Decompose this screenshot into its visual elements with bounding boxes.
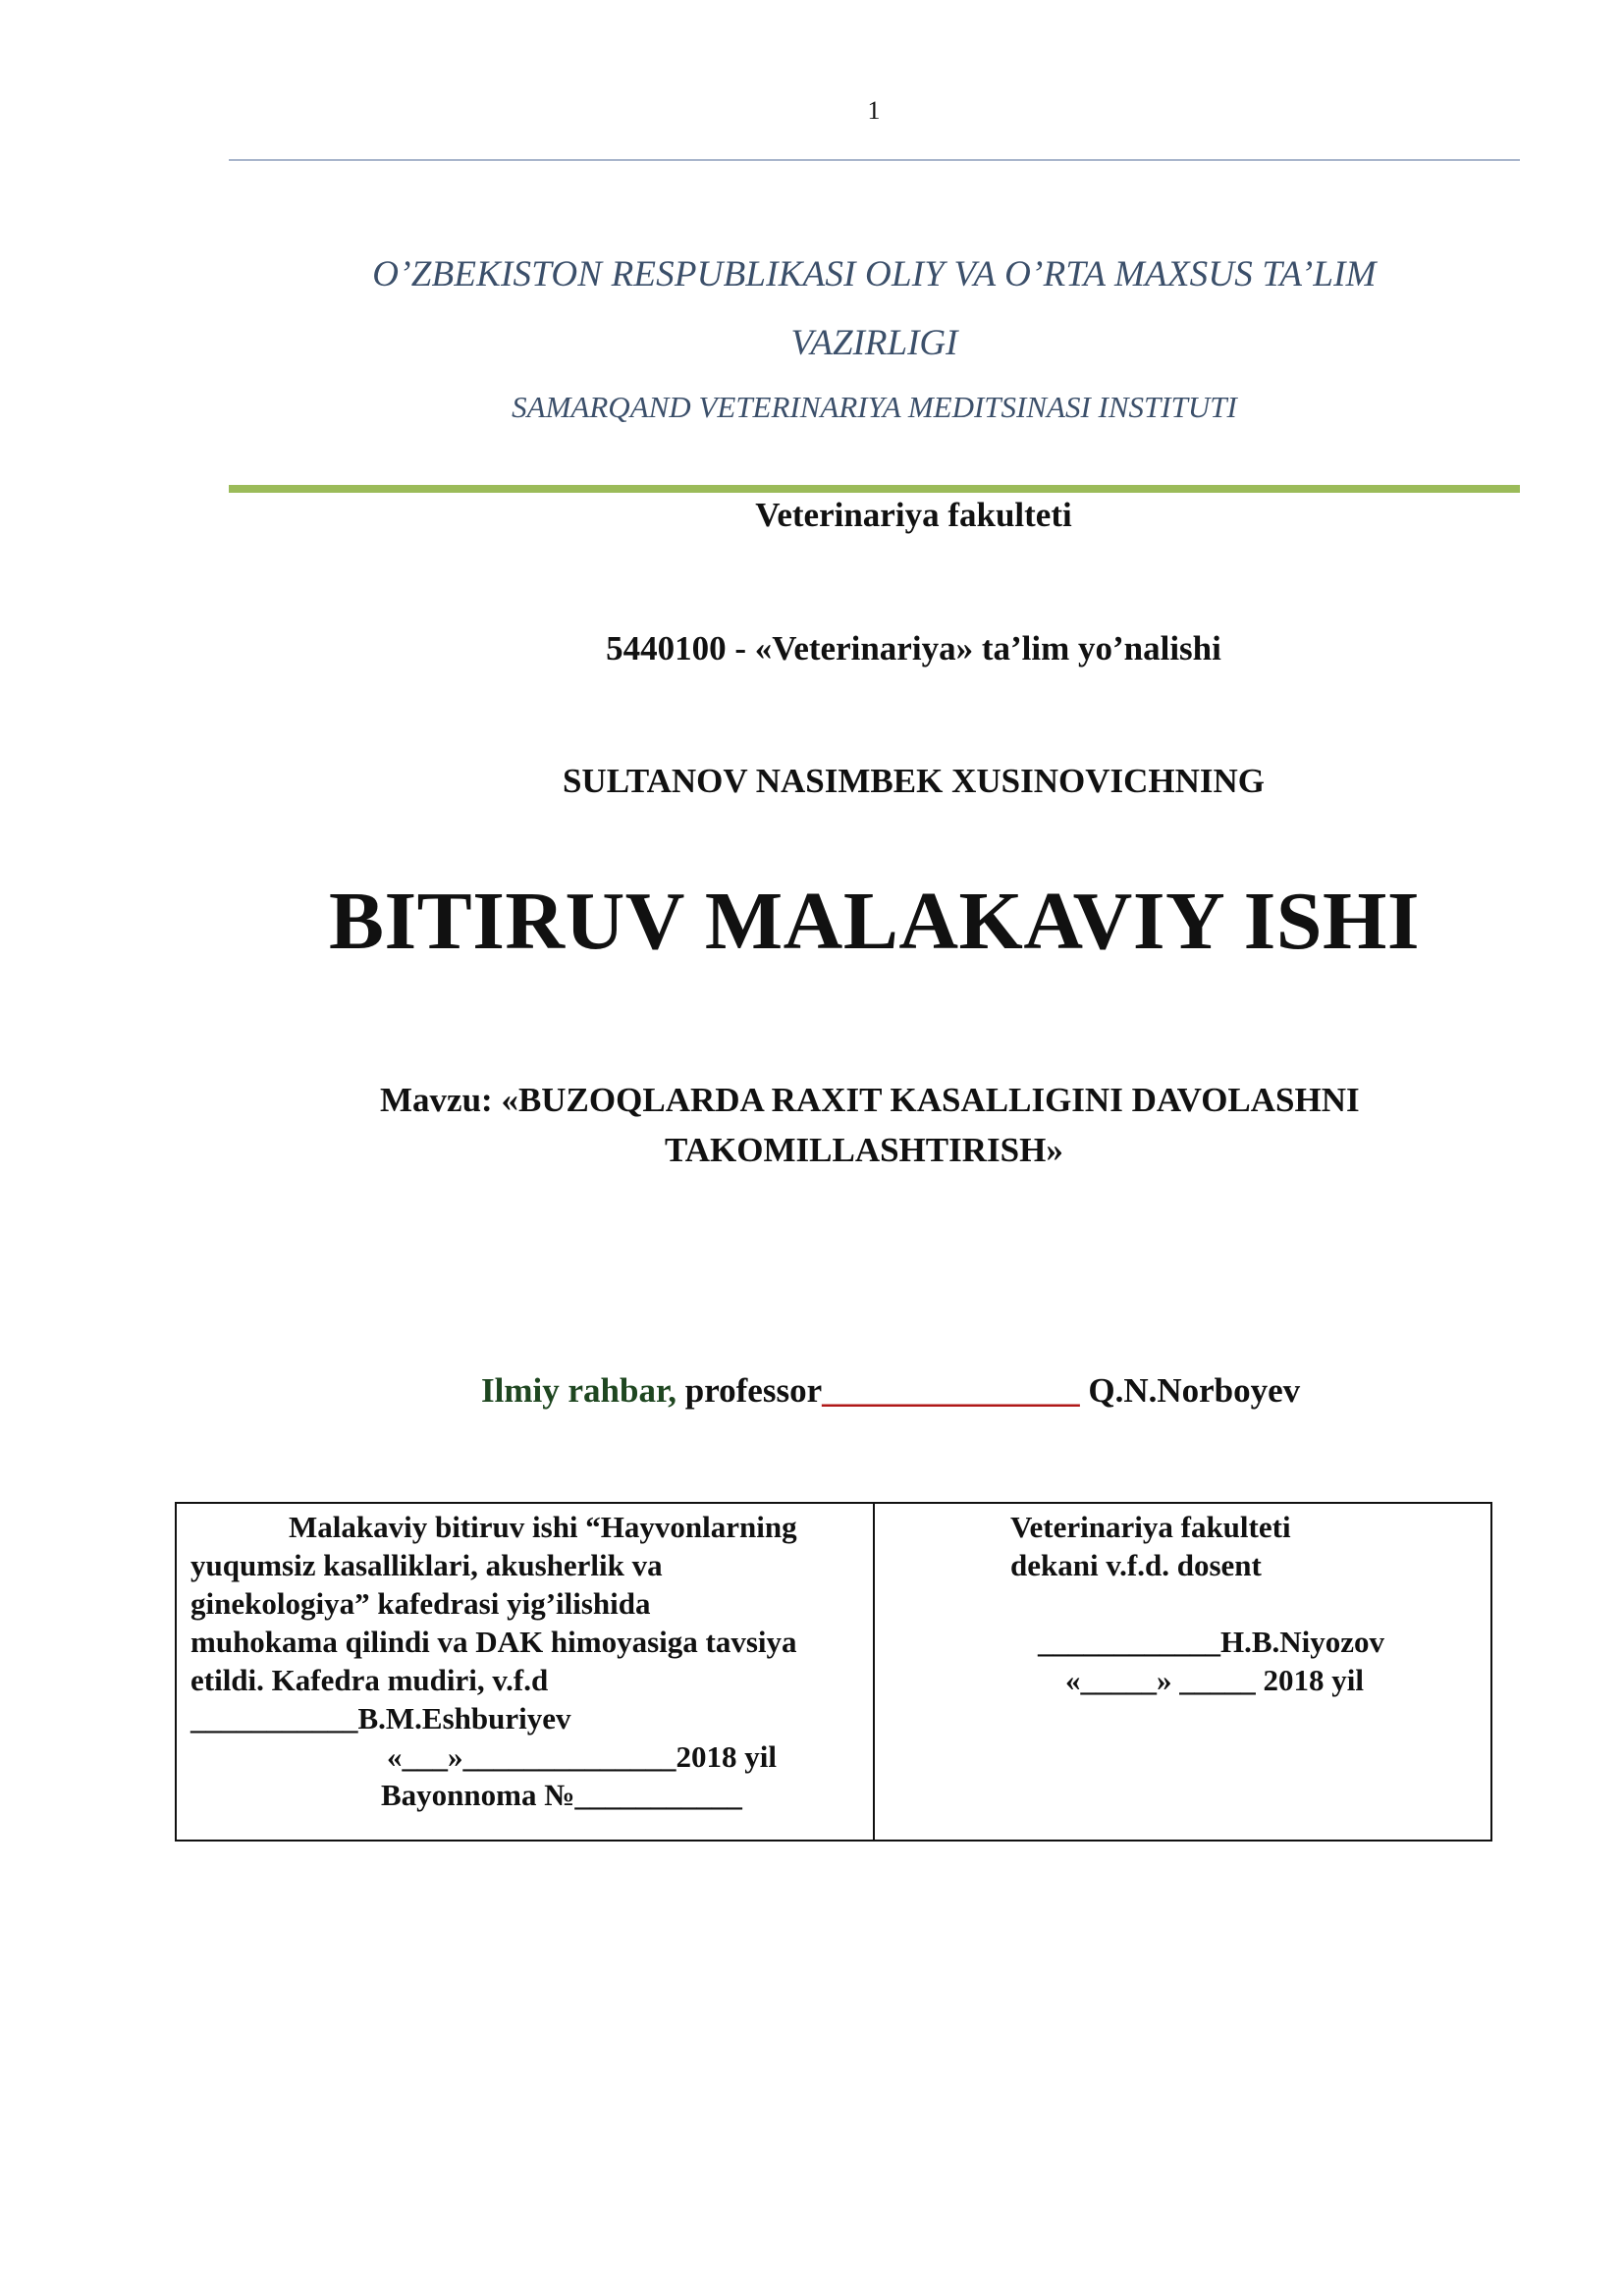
approval-text-line: muhokama qilindi va DAK himoyasiga tavsiya — [190, 1625, 797, 1659]
approval-text-line: etildi. Kafedra mudiri, v.f.d — [190, 1663, 549, 1697]
faculty-name: Veterinariya fakulteti — [755, 496, 1072, 534]
department-approval-cell — [177, 1504, 875, 1840]
document-title: BITIRUV MALAKAVIY ISHI — [328, 876, 1421, 967]
approval-text-line: ginekologiya” kafedrasi yig’ilishida — [190, 1586, 651, 1621]
topic-line1: Mavzu: «BUZOQLARDA RAXIT KASALLIGINI DAVOLASHNI — [380, 1081, 1360, 1119]
dean-date: «_____» _____ 2018 yil — [1065, 1663, 1364, 1697]
head-of-department-signature: ___________B.M.Eshburiyev — [190, 1701, 571, 1735]
topic-line2: TAKOMILLASHTIRISH» — [665, 1131, 1063, 1169]
protocol-number: Bayonnoma №___________ — [381, 1778, 742, 1812]
student-name: SULTANOV NASIMBEK XUSINOVICHNING — [562, 762, 1266, 800]
approval-date: «___»______________2018 yil — [387, 1739, 777, 1774]
supervisor-signature-line: _______________ — [822, 1371, 1080, 1410]
institute-name: SAMARQAND VETERINARIYA MEDITSINASI INSTITUTI — [512, 390, 1237, 424]
supervisor-rank: professor — [676, 1371, 823, 1410]
approval-table — [175, 1502, 1492, 1842]
blank-line — [1010, 1584, 1490, 1623]
supervisor-name: Q.N.Norboyev — [1079, 1371, 1301, 1410]
dean-signature: ____________H.B.Niyozov — [1038, 1625, 1385, 1659]
approval-text-line: yuqumsiz kasalliklari, akusherlik va — [190, 1548, 663, 1582]
approval-text-line: Malakaviy bitiruv ishi “Hayvonlarning — [289, 1510, 797, 1544]
study-direction: 5440100 - «Veterinariya» ta’lim yo’nalishi — [606, 629, 1221, 667]
ministry-name-line2: VAZIRLIGI — [790, 323, 958, 363]
dean-faculty: Veterinariya fakulteti — [1010, 1510, 1291, 1544]
green-divider — [229, 485, 1520, 493]
ministry-name-line1: O’ZBEKISTON RESPUBLIKASI OLIY VA O’RTA MAXSUS TA’LIM — [372, 254, 1377, 294]
dean-approval-cell — [875, 1504, 1490, 1840]
supervisor-line — [481, 1371, 1300, 1411]
header-divider — [229, 159, 1520, 161]
dean-title: dekani v.f.d. dosent — [1010, 1548, 1262, 1582]
page-number: 1 — [867, 96, 881, 125]
supervisor-role: Ilmiy rahbar, — [481, 1371, 677, 1410]
